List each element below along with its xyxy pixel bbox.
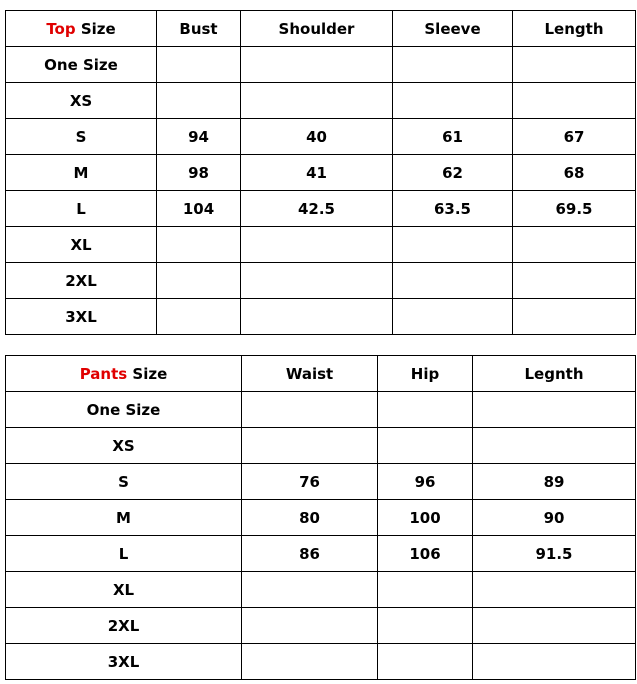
top-table-row xyxy=(6,263,636,299)
top-table-row xyxy=(6,83,636,119)
top-table-row xyxy=(6,47,636,83)
pants-measurement-cell: 80 xyxy=(242,500,378,536)
top-size-label: One Size xyxy=(6,47,157,83)
top-measurement-cell xyxy=(513,227,636,263)
top-measurement-cell xyxy=(241,263,393,299)
pants-measurement-cell xyxy=(473,428,636,464)
pants-measurement-cell xyxy=(242,392,378,428)
top-measurement-cell xyxy=(157,47,241,83)
top-table-row xyxy=(6,227,636,263)
pants-size-label: L xyxy=(6,536,242,572)
pants-measurement-cell xyxy=(473,644,636,680)
pants-title-accent: Pants xyxy=(79,364,128,383)
top-title-cell xyxy=(6,11,157,47)
top-measurement-cell: 98 xyxy=(157,155,241,191)
top-column-header: Length xyxy=(513,11,636,47)
pants-size-label: M xyxy=(6,500,242,536)
pants-size-label: S xyxy=(6,464,242,500)
pants-measurement-cell xyxy=(378,392,473,428)
top-size-label: 3XL xyxy=(6,299,157,335)
top-table-row xyxy=(6,299,636,335)
top-size-label: M xyxy=(6,155,157,191)
top-measurement-cell: 67 xyxy=(513,119,636,155)
top-measurement-cell: 104 xyxy=(157,191,241,227)
top-measurement-cell xyxy=(241,83,393,119)
pants-table-row xyxy=(6,608,636,644)
top-measurement-cell: 62 xyxy=(393,155,513,191)
top-measurement-cell xyxy=(157,83,241,119)
top-measurement-cell: 40 xyxy=(241,119,393,155)
pants-column-header: Legnth xyxy=(473,356,636,392)
top-measurement-cell xyxy=(241,299,393,335)
pants-measurement-cell xyxy=(242,572,378,608)
pants-measurement-cell xyxy=(473,572,636,608)
pants-measurement-cell xyxy=(473,392,636,428)
top-measurement-cell: 69.5 xyxy=(513,191,636,227)
pants-measurement-cell: 86 xyxy=(242,536,378,572)
top-column-header: Bust xyxy=(157,11,241,47)
pants-measurement-cell xyxy=(242,644,378,680)
top-measurement-cell: 42.5 xyxy=(241,191,393,227)
pants-measurement-cell: 100 xyxy=(378,500,473,536)
pants-measurement-cell xyxy=(378,608,473,644)
top-title-accent: Top xyxy=(46,19,76,38)
pants-size-label: XL xyxy=(6,572,242,608)
pants-measurement-cell: 76 xyxy=(242,464,378,500)
pants-title-cell xyxy=(6,356,242,392)
top-measurement-cell xyxy=(241,47,393,83)
top-measurement-cell xyxy=(513,83,636,119)
top-header-row xyxy=(6,11,636,47)
top-measurement-cell xyxy=(513,47,636,83)
top-column-header: Sleeve xyxy=(393,11,513,47)
top-table-row xyxy=(6,119,636,155)
pants-column-header: Hip xyxy=(378,356,473,392)
pants-column-header: Waist xyxy=(242,356,378,392)
top-table-row xyxy=(6,191,636,227)
pants-table-row xyxy=(6,392,636,428)
top-measurement-cell xyxy=(157,263,241,299)
top-measurement-cell: 41 xyxy=(241,155,393,191)
top-measurement-cell xyxy=(393,299,513,335)
pants-measurement-cell xyxy=(473,608,636,644)
pants-measurement-cell xyxy=(242,428,378,464)
top-measurement-cell xyxy=(157,227,241,263)
top-table-row xyxy=(6,155,636,191)
top-measurement-cell: 68 xyxy=(513,155,636,191)
top-measurement-cell xyxy=(513,263,636,299)
top-size-label: XS xyxy=(6,83,157,119)
top-measurement-cell: 61 xyxy=(393,119,513,155)
top-title-suffix: Size xyxy=(75,19,116,38)
pants-measurement-cell: 106 xyxy=(378,536,473,572)
pants-measurement-cell xyxy=(378,572,473,608)
pants-table-row xyxy=(6,464,636,500)
top-measurement-cell xyxy=(393,47,513,83)
pants-measurement-cell: 96 xyxy=(378,464,473,500)
top-measurement-cell xyxy=(157,299,241,335)
top-size-label: S xyxy=(6,119,157,155)
pants-size-label: 2XL xyxy=(6,608,242,644)
top-measurement-cell xyxy=(513,299,636,335)
pants-measurement-cell xyxy=(378,428,473,464)
pants-measurement-cell: 89 xyxy=(473,464,636,500)
top-size-label: L xyxy=(6,191,157,227)
top-size-label: XL xyxy=(6,227,157,263)
pants-table-row xyxy=(6,644,636,680)
top-size-label: 2XL xyxy=(6,263,157,299)
top-measurement-cell xyxy=(241,227,393,263)
top-measurement-cell xyxy=(393,227,513,263)
top-measurement-cell: 94 xyxy=(157,119,241,155)
pants-measurement-cell: 90 xyxy=(473,500,636,536)
pants-table-row xyxy=(6,428,636,464)
top-measurement-cell xyxy=(393,83,513,119)
top-size-table xyxy=(5,10,636,335)
top-measurement-cell xyxy=(393,263,513,299)
pants-size-label: One Size xyxy=(6,392,242,428)
pants-size-label: 3XL xyxy=(6,644,242,680)
pants-size-table xyxy=(5,355,636,680)
pants-measurement-cell xyxy=(378,644,473,680)
pants-header-row xyxy=(6,356,636,392)
top-column-header: Shoulder xyxy=(241,11,393,47)
pants-table-row xyxy=(6,536,636,572)
top-measurement-cell: 63.5 xyxy=(393,191,513,227)
pants-title-suffix: Size xyxy=(127,364,168,383)
pants-table-row xyxy=(6,500,636,536)
pants-table-row xyxy=(6,572,636,608)
pants-measurement-cell: 91.5 xyxy=(473,536,636,572)
pants-size-label: XS xyxy=(6,428,242,464)
pants-measurement-cell xyxy=(242,608,378,644)
